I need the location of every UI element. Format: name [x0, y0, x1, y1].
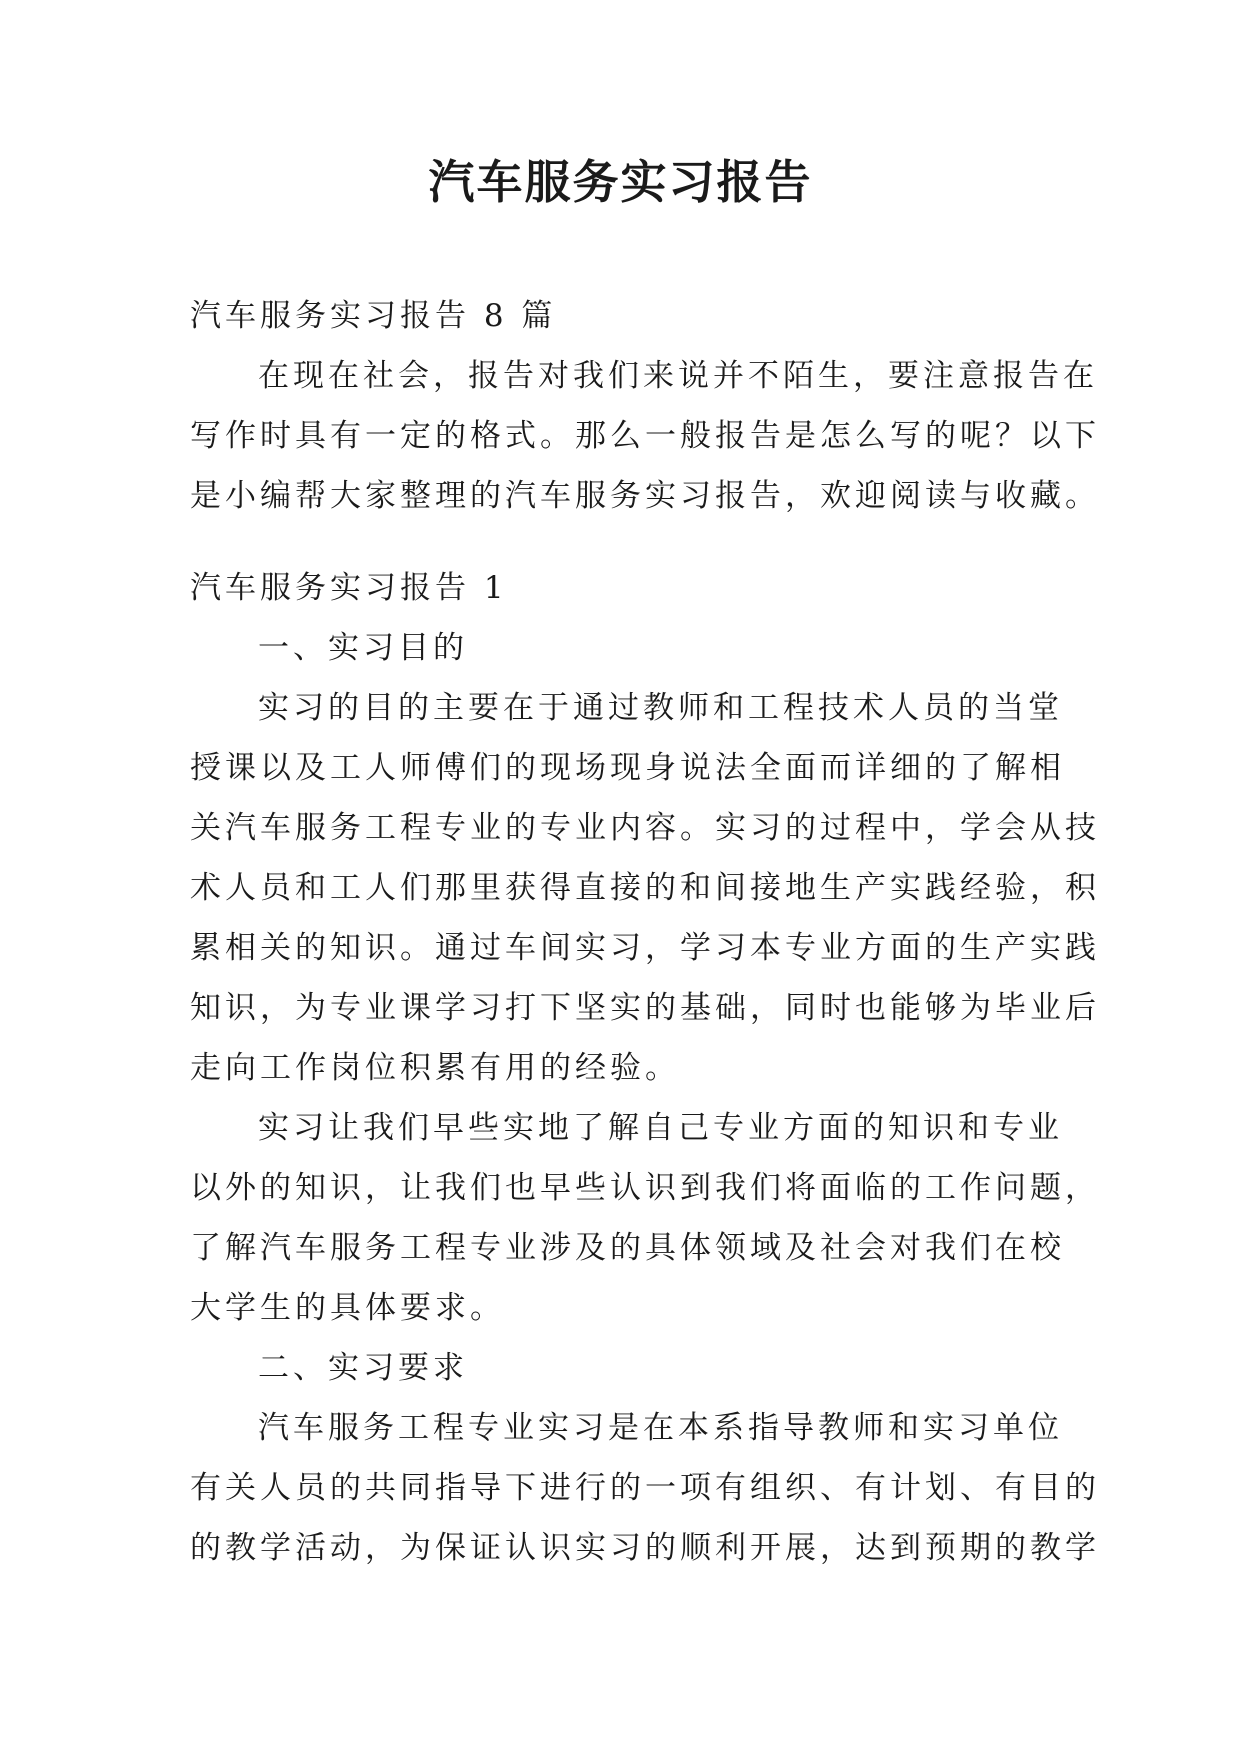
paragraph-line: 授课以及工人师傅们的现场现身说法全面而详细的了解相	[190, 750, 1065, 786]
paragraph-line: 了解汽车服务工程专业涉及的具体领域及社会对我们在校	[190, 1230, 1065, 1266]
paragraph-line: 汽车服务工程专业实习是在本系指导教师和实习单位	[258, 1410, 1063, 1446]
paragraph-line: 实习的目的主要在于通过教师和工程技术人员的当堂	[258, 690, 1063, 726]
section-heading: 二、实习要求	[258, 1350, 468, 1386]
paragraph-gap	[190, 526, 1070, 558]
paragraph-line: 知识，为专业课学习打下坚实的基础，同时也能够为毕业后	[190, 990, 1100, 1026]
intro-line: 是小编帮大家整理的汽车服务实习报告，欢迎阅读与收藏。	[190, 478, 1100, 514]
paragraph-line: 累相关的知识。通过车间实习，学习本专业方面的生产实践	[190, 930, 1100, 966]
intro-line: 写作时具有一定的格式。那么一般报告是怎么写的呢？以下	[190, 418, 1100, 454]
paragraph-line: 术人员和工人们那里获得直接的和间接地生产实践经验，积	[190, 870, 1100, 906]
document-title: 汽车服务实习报告	[428, 155, 813, 209]
paragraph-line: 的教学活动，为保证认识实习的顺利开展，达到预期的教学	[190, 1530, 1100, 1566]
paragraph-line: 大学生的具体要求。	[190, 1290, 505, 1326]
document-body	[190, 286, 1100, 1578]
paragraph-line: 走向工作岗位积累有用的经验。	[190, 1050, 680, 1086]
paragraph-line: 以外的知识，让我们也早些认识到我们将面临的工作问题，	[190, 1170, 1100, 1206]
report-heading: 汽车服务实习报告 1	[190, 570, 508, 606]
document-subtitle: 汽车服务实习报告 8 篇	[190, 298, 557, 334]
intro-line: 在现在社会，报告对我们来说并不陌生，要注意报告在	[258, 358, 1098, 394]
paragraph-line: 有关人员的共同指导下进行的一项有组织、有计划、有目的	[190, 1470, 1100, 1506]
paragraph-line: 实习让我们早些实地了解自己专业方面的知识和专业	[258, 1110, 1063, 1146]
section-heading: 一、实习目的	[258, 630, 468, 666]
paragraph-line: 关汽车服务工程专业的专业内容。实习的过程中，学会从技	[190, 810, 1100, 846]
